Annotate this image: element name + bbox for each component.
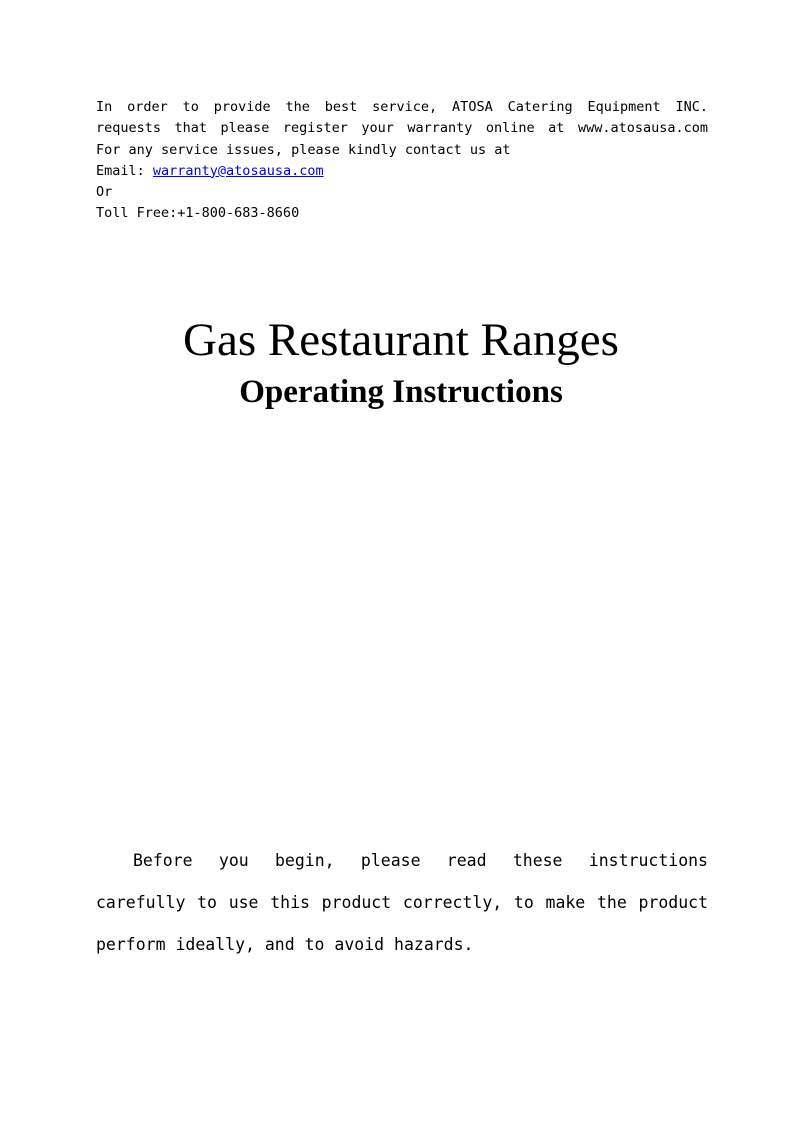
notice-line-1: In order to provide the best service, ATOSA Catering Equipment INC. — [96, 99, 708, 115]
intro-paragraph: Before you begin, please read these instructions carefully to use this product correctly, to make the product perform ideally, and to avoid hazards. — [96, 851, 708, 954]
title-block — [0, 310, 802, 412]
email-link[interactable]: warranty@atosausa.com — [152, 162, 324, 179]
document-subtitle: Operating Instructions — [239, 374, 563, 410]
email-line — [96, 161, 708, 182]
document-title: Gas Restaurant Ranges — [183, 314, 619, 366]
email-label: Email: — [96, 162, 153, 179]
notice-line-2: requests that please register your warranty online at www.atosausa.com — [96, 120, 708, 137]
toll-free-line: Toll Free:+1-800-683-8660 — [96, 205, 300, 222]
warranty-notice — [96, 97, 708, 225]
notice-line-3: For any service issues, please kindly contact us at — [96, 141, 511, 158]
or-text: Or — [96, 184, 113, 201]
